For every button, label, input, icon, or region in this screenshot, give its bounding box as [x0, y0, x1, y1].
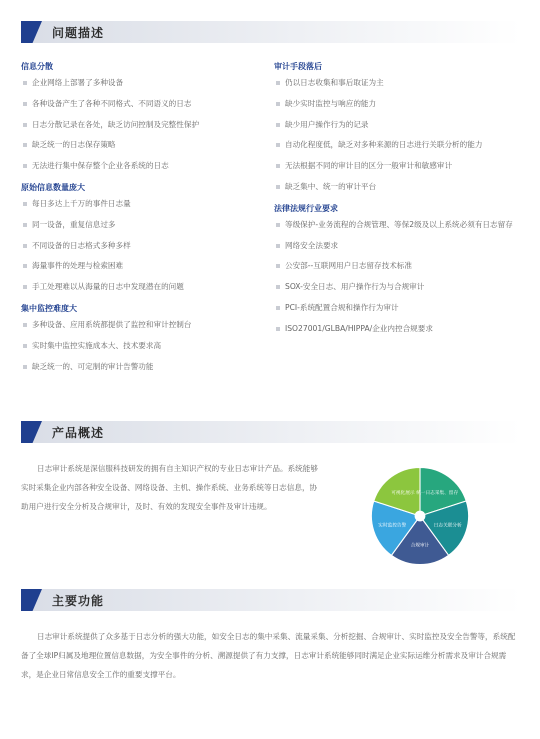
list-item: SOX-安全日志、用户操作行为与合规审计: [274, 282, 514, 292]
list-item: 缺少实时监控与响应的能力: [274, 99, 514, 109]
bullet-icon: [276, 285, 280, 289]
section-title-overview: 产品概述: [52, 426, 105, 440]
bullet-icon: [23, 264, 27, 268]
list-item: 仍以日志收集和事后取证为主: [274, 78, 514, 88]
bullet-icon: [276, 185, 280, 189]
list-item: 缺少用户操作行为的记录: [274, 120, 514, 130]
bullet-icon: [276, 244, 280, 248]
problem-group: [21, 182, 261, 293]
group-title: 信息分散: [21, 62, 53, 71]
group-title: 法律法规行业要求: [274, 203, 338, 213]
bullet-icon: [23, 164, 27, 168]
section-header-problem: [0, 21, 540, 43]
bullet-icon: [23, 223, 27, 227]
bullet-icon: [276, 81, 280, 85]
list-item: 同一设备，重复信息过多: [21, 220, 261, 230]
list-item: 自动化程度低，缺乏对多种来源的日志进行关联分析的能力: [274, 140, 514, 150]
list-item: 海量事件的处理与检索困难: [21, 261, 261, 271]
item-list: [21, 320, 261, 372]
wheel-label: 可视化展示: [391, 490, 415, 496]
bullet-icon: [276, 306, 280, 310]
wheel-label: 实时监控告警: [378, 523, 407, 529]
section-header-features: [0, 589, 540, 611]
list-item: 缺乏统一的日志保存策略: [21, 140, 261, 150]
problem-group: [21, 61, 261, 172]
bullet-icon: [276, 164, 280, 168]
bullet-icon: [23, 81, 27, 85]
group-title: 集中监控难度大: [21, 303, 77, 313]
bullet-icon: [276, 123, 280, 127]
section-title-problem: 问题描述: [52, 26, 105, 40]
problem-group: [21, 303, 261, 372]
list-item: 缺乏集中、统一的审计平台: [274, 182, 514, 192]
bullet-icon: [23, 244, 27, 248]
list-item: 无法根据不同的审计目的区分一般审计和敏感审计: [274, 161, 514, 171]
list-item: 每日多达上千万的事件日志量: [21, 199, 261, 209]
bullet-icon: [23, 143, 27, 147]
group-title: 审计手段落后: [274, 62, 322, 71]
list-item: PCI-系统配置合规和操作行为审计: [274, 303, 514, 313]
list-item: 多种设备、应用系统都提供了监控和审计控制台: [21, 320, 261, 330]
features-paragraph: 日志审计系统提供了众多基于日志分析的强大功能，如安全日志的集中采集、流量采集、分析挖掘、合规审计、实时监控及安全告警等，系统配备了全球IP归属及地理位置信息数据，为安全事件的分析、溯源提供了有力支撑，日志审计系统能够同时满足企业实际运维分析需求及审计合规需求，是企业日常信息安全工作的重要支撑平台。: [21, 632, 516, 679]
list-item: 网络安全法要求: [274, 241, 514, 251]
bullet-icon: [276, 102, 280, 106]
list-item: 无法进行集中保存整个企业各系统的日志: [21, 161, 261, 171]
wheel-hub: [415, 511, 426, 522]
feature-wheel-diagram: [366, 462, 474, 570]
list-item: 等级保护-业务流程的合规管理、等保2级及以上系统必须有日志留存: [274, 220, 514, 230]
bullet-icon: [23, 102, 27, 106]
overview-paragraph: 日志审计系统是深信服科技研发的拥有自主知识产权的专业日志审计产品。系统能够实时采集企业内部各种安全设备、网络设备、主机、操作系统、业务系统等日志信息，协助用户进行安全分析及合规审计，及时、有效的发现安全事件及审计违规。: [21, 464, 318, 511]
list-item: 日志分散记录在各处，缺乏访问控制及完整性保护: [21, 120, 261, 130]
section-header-overview: [0, 421, 540, 443]
list-item: 实时集中监控实施成本大、技术要求高: [21, 341, 261, 351]
section-title-features: 主要功能: [52, 594, 105, 608]
item-list: [21, 199, 261, 293]
bullet-icon: [276, 223, 280, 227]
bullet-icon: [23, 202, 27, 206]
list-item: 公安部--互联网用户日志留存技术标准: [274, 261, 514, 271]
list-item: 不同设备的日志格式多种多样: [21, 241, 261, 251]
bullet-icon: [23, 365, 27, 369]
wheel-label: 统一日志采集、留存: [416, 490, 459, 496]
problem-group: [274, 203, 514, 334]
wheel-label: 合规审计: [410, 543, 430, 549]
bullet-icon: [23, 323, 27, 327]
bullet-icon: [23, 123, 27, 127]
problem-left-column: [21, 61, 261, 382]
bullet-icon: [23, 285, 27, 289]
bullet-icon: [276, 143, 280, 147]
problem-group: [274, 61, 514, 192]
list-item: 手工处理难以从海量的日志中发现潜在的问题: [21, 282, 261, 292]
list-item: 缺乏统一的、可定制的审计告警功能: [21, 362, 261, 372]
group-title: 原始信息数量庞大: [21, 182, 85, 192]
item-list: [274, 78, 514, 192]
list-item: ISO27001/GLBA/HIPPA/企业内控合规要求: [274, 324, 514, 334]
list-item: 企业网络上部署了多种设备: [21, 78, 261, 88]
problem-right-column: [274, 61, 514, 345]
item-list: [21, 78, 261, 172]
list-item: 各种设备产生了各种不同格式、不同语义的日志: [21, 99, 261, 109]
bullet-icon: [276, 264, 280, 268]
wheel-label: 日志关联分析: [433, 523, 462, 529]
item-list: [274, 220, 514, 334]
bullet-icon: [276, 327, 280, 331]
bullet-icon: [23, 344, 27, 348]
